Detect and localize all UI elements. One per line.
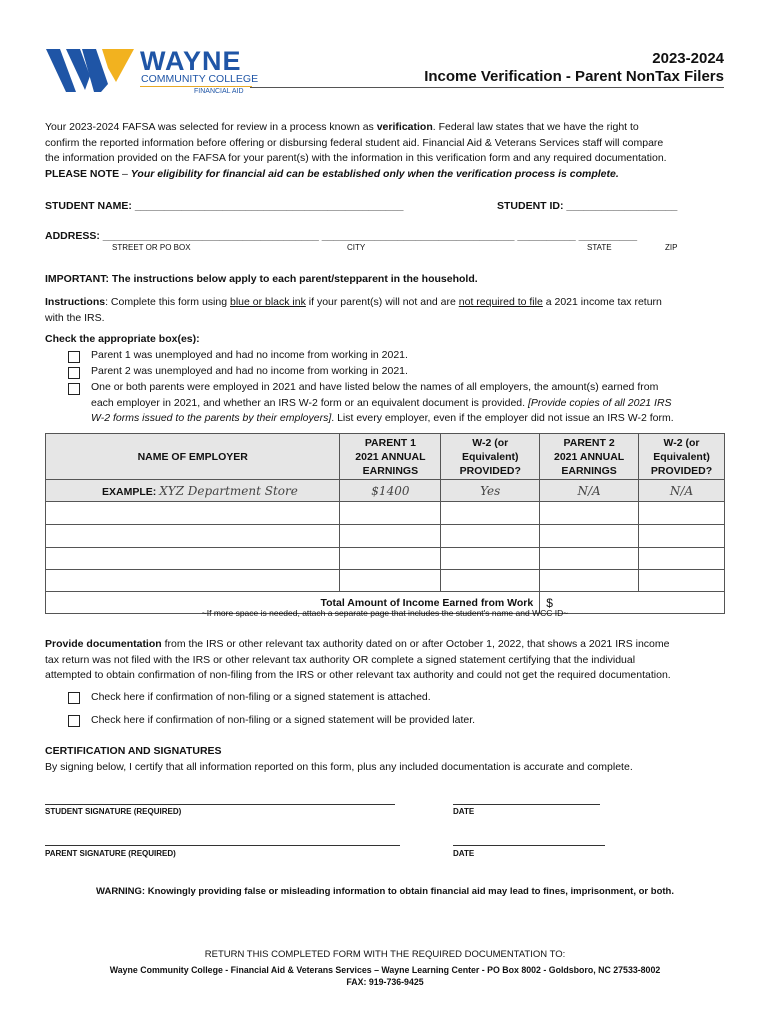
total-label: Total Amount of Income Earned from Work	[46, 592, 540, 614]
confirmation-later-checkbox[interactable]	[68, 715, 80, 727]
parent2-unemployed-checkbox[interactable]	[68, 367, 80, 379]
certification-heading: CERTIFICATION AND SIGNATURES	[45, 745, 222, 757]
employer-table	[45, 433, 725, 614]
table-row[interactable]	[46, 548, 725, 570]
example-employer: XYZ Department Store	[159, 483, 298, 498]
parent2-unemployed-label: Parent 2 was unemployed and had no income from working in 2021.	[91, 365, 408, 377]
confirmation-later-label: Check here if confirmation of non-filing or a signed statement will be provided later.	[91, 714, 476, 726]
check-heading: Check the appropriate box(es):	[45, 333, 200, 345]
warning-text: WARNING: Knowingly providing false or misleading information to obtain financial aid may lead to fines, imprisonment, or both.	[96, 886, 674, 897]
example-p1-w2: Yes	[441, 480, 540, 502]
logo-divider	[140, 86, 252, 87]
logo-name: WAYNE	[140, 46, 242, 76]
parent1-unemployed-checkbox[interactable]	[68, 351, 80, 363]
table-footnote: ~If more space is needed, attach a separate page that includes the student's name and WCC ID~	[201, 608, 569, 618]
form-year: 2023-2024	[652, 50, 724, 67]
table-row[interactable]	[46, 525, 725, 548]
parent-signature-label: PARENT SIGNATURE (REQUIRED)	[45, 849, 176, 858]
intro-paragraph: Your 2023-2024 FAFSA was selected for review in a process known as verification. Federal law states that we have the right to confirm the reported information before offering or disbursing federal student aid. Financial Aid & Veterans Services staff will compare the information provided on the FAFSA for your parent(s) with the information in this verification form and any required documentation. PLEASE NOTE – Your eligibility for financial aid can be established only when the verification process is complete.	[45, 121, 667, 180]
total-amount-field[interactable]: $	[540, 592, 725, 614]
parent-date-line[interactable]	[453, 845, 605, 846]
student-date-line[interactable]	[453, 804, 600, 805]
state-caption: STATE	[587, 243, 612, 252]
parents-employed-label: One or both parents were employed in 2021 and have listed below the names of all employers, the amount(s) earned from each employer in 2021, and whether an IRS W-2 form or an equivalent document is provided. [Provide copies of all 2021 IRS W-2 forms issued to the parents by their employers]. List every employer, even if the employer did not issue an IRS W-2 form.	[91, 381, 674, 424]
fax-number: FAX: 919-736-9425	[346, 977, 424, 987]
student-id-field[interactable]: STUDENT ID: ___________________	[497, 200, 678, 212]
wayne-logo-mark	[46, 46, 138, 94]
logo-department: FINANCIAL AID	[194, 88, 244, 95]
table-row[interactable]	[46, 570, 725, 592]
parents-employed-checkbox[interactable]	[68, 383, 80, 395]
student-date-label: DATE	[453, 807, 475, 816]
parent-date-label: DATE	[453, 849, 475, 858]
example-p1-earnings: $1400	[340, 480, 441, 502]
important-note: IMPORTANT: The instructions below apply to each parent/stepparent in the household.	[45, 273, 478, 285]
confirmation-attached-checkbox[interactable]	[68, 692, 80, 704]
confirmation-attached-label: Check here if confirmation of non-filing or a signed statement is attached.	[91, 691, 431, 703]
example-row	[46, 480, 725, 502]
instructions-paragraph: Instructions: Complete this form using blue or black ink if your parent(s) will not and are not required to file a 2021 income tax return with the IRS.	[45, 296, 662, 324]
parent1-unemployed-label: Parent 1 was unemployed and had no income from working in 2021.	[91, 349, 408, 361]
table-row[interactable]	[46, 502, 725, 525]
col-parent2-w2: W-2 (or Equivalent) PROVIDED?	[639, 434, 725, 480]
example-p2-w2: N/A	[639, 480, 725, 502]
table-header-row	[46, 434, 725, 480]
return-instructions: RETURN THIS COMPLETED FORM WITH THE REQUIRED DOCUMENTATION TO:	[204, 949, 566, 960]
certification-text: By signing below, I certify that all information reported on this form, plus any included documentation is accurate and complete.	[45, 761, 633, 773]
student-signature-line[interactable]	[45, 804, 395, 805]
student-name-field[interactable]: STUDENT NAME: ______________________________________________	[45, 200, 404, 212]
street-caption: STREET OR PO BOX	[112, 243, 191, 252]
col-parent2-earnings: PARENT 2 2021 ANNUAL EARNINGS	[540, 434, 639, 480]
example-label: EXAMPLE:	[102, 485, 157, 498]
logo-college: COMMUNITY COLLEGE	[141, 73, 259, 85]
return-address: Wayne Community College - Financial Aid & Veterans Services – Wayne Learning Center - PO Box 8002 - Goldsboro, NC 27533-8002	[109, 965, 661, 975]
form-title: Income Verification - Parent NonTax Filers	[424, 68, 724, 85]
col-parent1-earnings: PARENT 1 2021 ANNUAL EARNINGS	[340, 434, 441, 480]
parent-signature-line[interactable]	[45, 845, 400, 846]
example-p2-earnings: N/A	[540, 480, 639, 502]
documentation-paragraph: Provide documentation from the IRS or other relevant tax authority dated on or after October 1, 2022, that shows a 2021 IRS income tax return was not filed with the IRS or other relevant tax authority OR complete a signed statement certifying that the individual attempted to obtain confirmation of non-filing from the IRS or other relevant tax authority and could not get the required documentation.	[45, 638, 671, 681]
student-signature-label: STUDENT SIGNATURE (REQUIRED)	[45, 807, 182, 816]
address-field[interactable]: ADDRESS: _____________________________________ _________________________________ __________ __________	[45, 230, 638, 242]
header-rule	[250, 87, 724, 88]
city-caption: CITY	[347, 243, 366, 252]
zip-caption: ZIP	[665, 243, 678, 252]
col-parent1-w2: W-2 (or Equivalent) PROVIDED?	[441, 434, 540, 480]
col-employer-name: NAME OF EMPLOYER	[46, 434, 340, 480]
